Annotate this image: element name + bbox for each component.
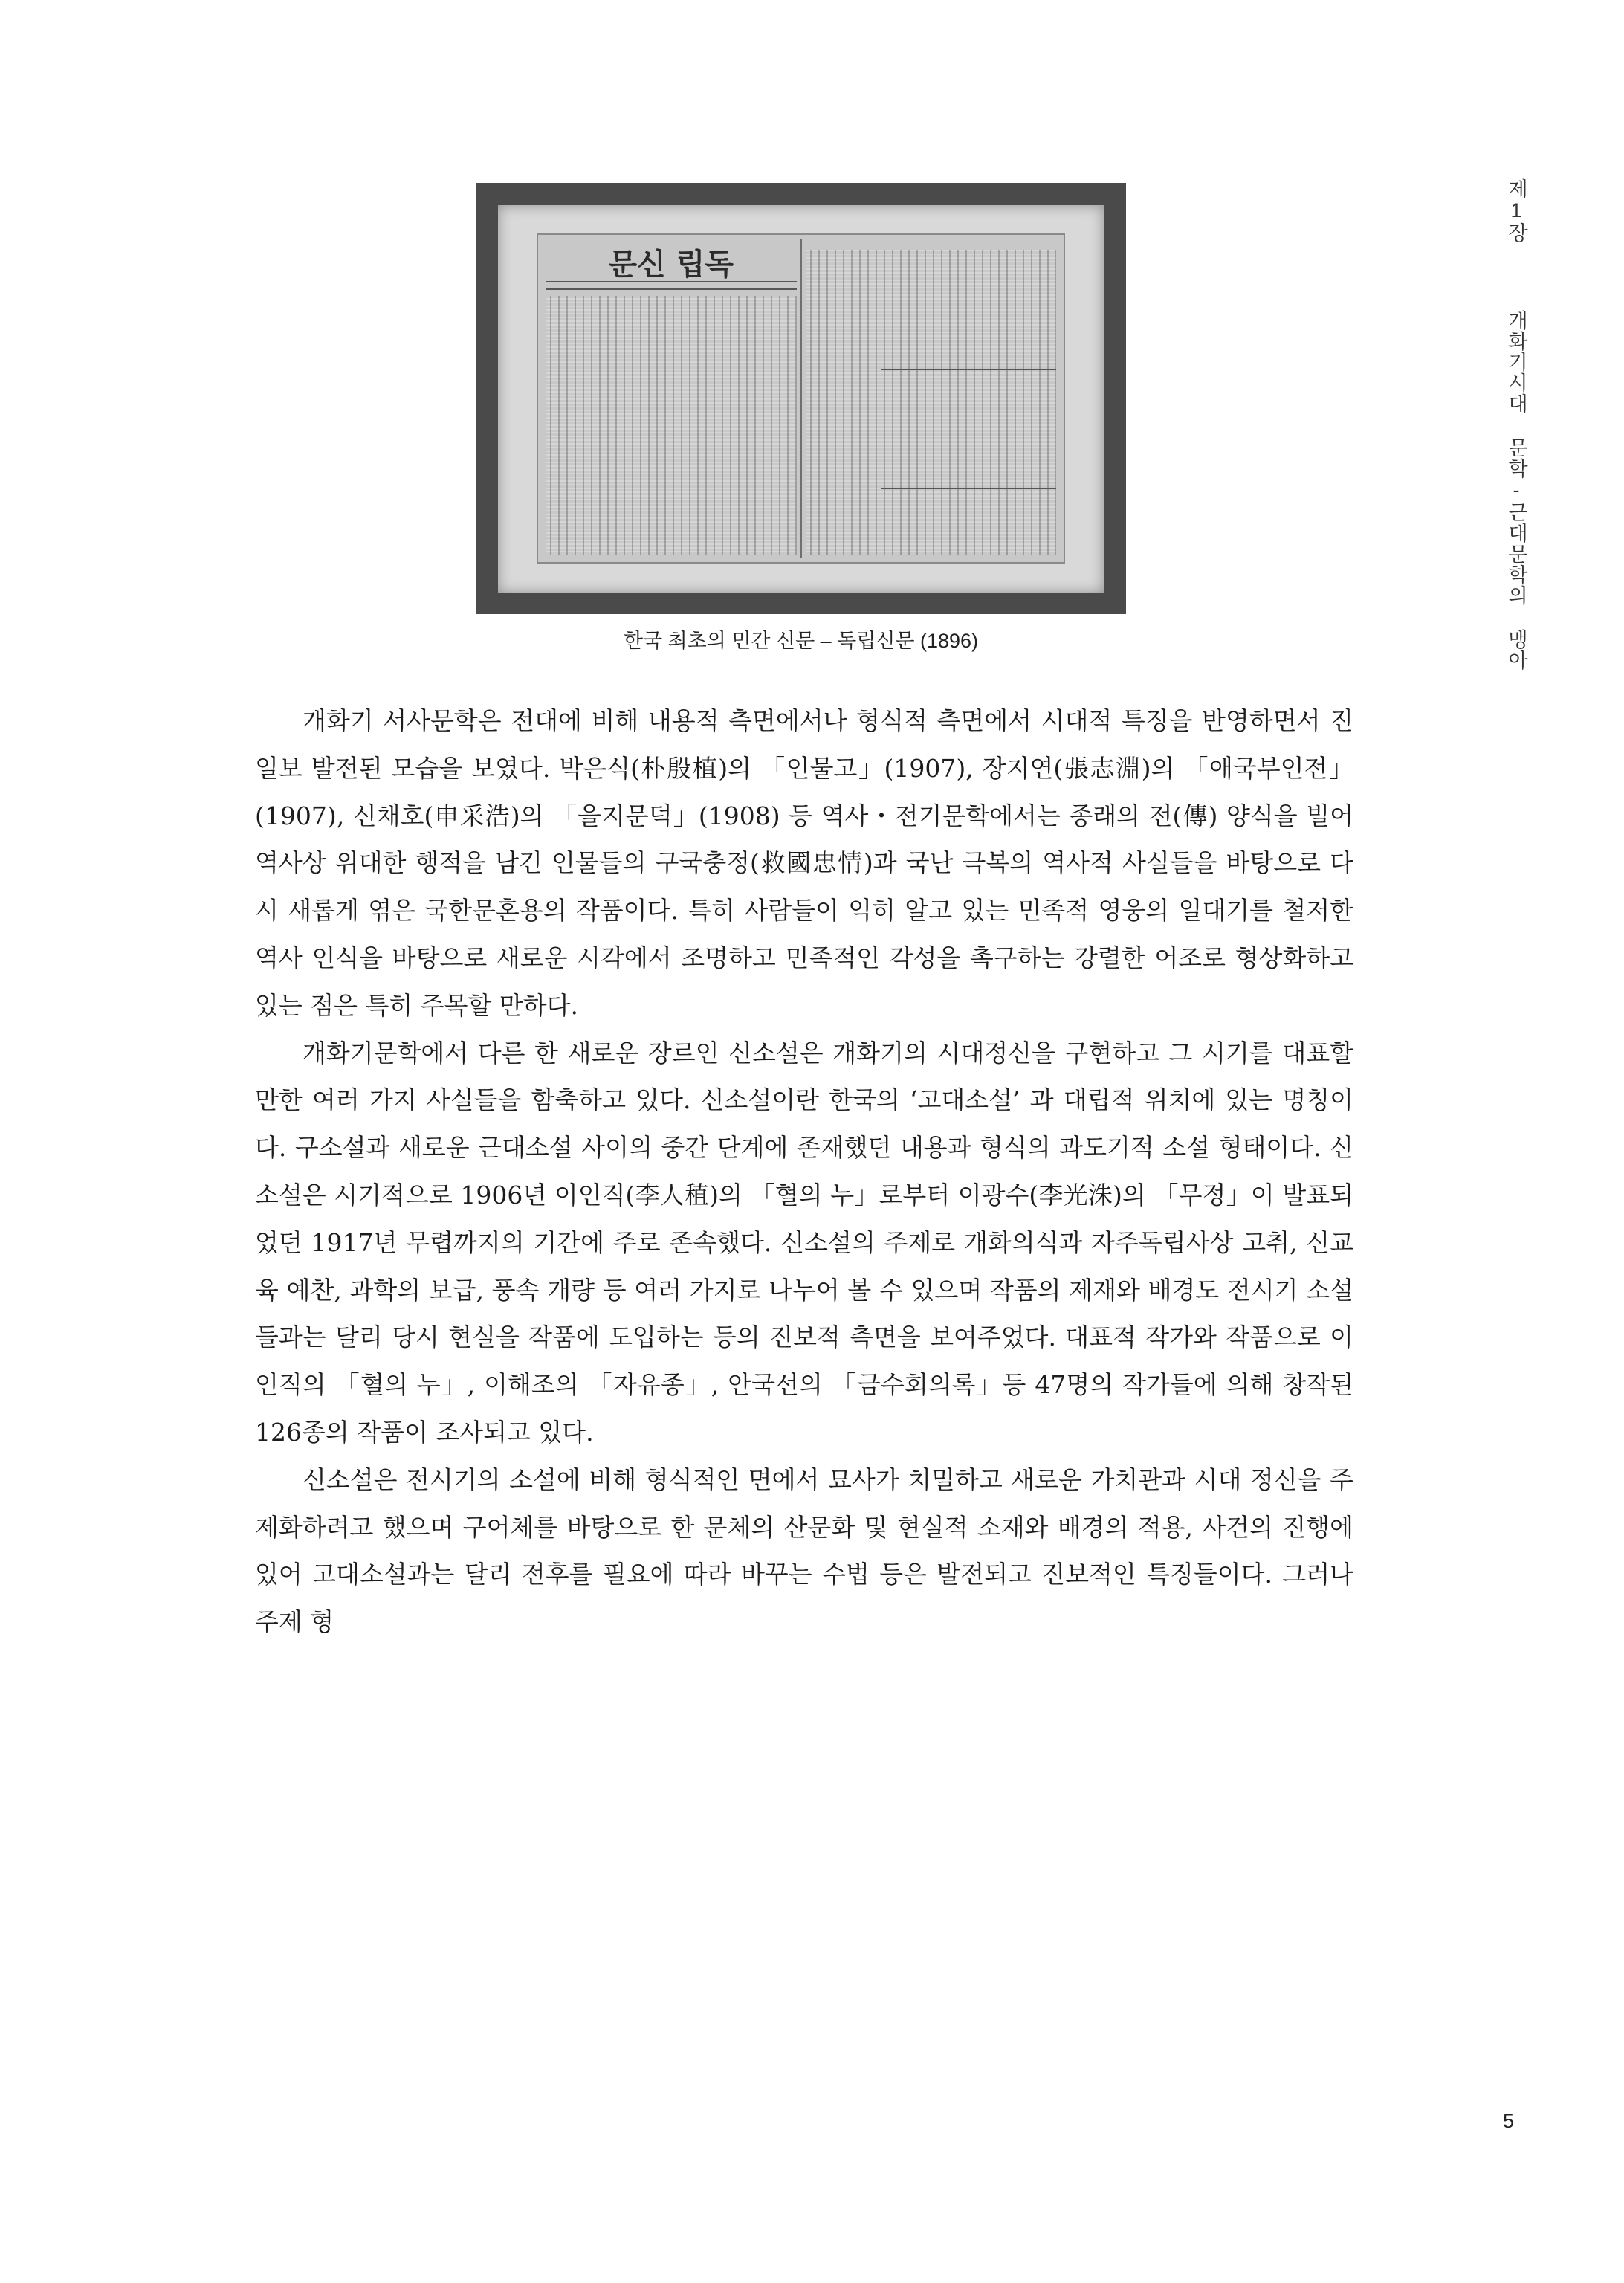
newspaper-text-columns bbox=[806, 250, 1057, 555]
paragraph: 개화기문학에서 다른 한 새로운 장르인 신소설은 개화기의 시대정신을 구현하고 그 시기를 대표할 만한 여러 가지 사실들을 함축하고 있다. 신소설이란 한국의 ‘고대소설’ 과 대립적 위치에 있는 명칭이다. 구소설과 새로운 근대소설 사이의 중간 단계에 존재했던 내용과 형식의 과도기적 소설 형태이다. 신소설은 시기적으로 1906년 이인직(李人稙)의 「혈의 누」로부터 이광수(李光洙)의 「무정」이 발표되었던 1917년 무렵까지의 기간에 주로 존속했다. 신소설의 주제로 개화의식과 자주독립사상 고취, 신교육 예찬, 과학의 보급, 풍속 개량 등 여러 가지로 나누어 볼 수 있으며 작품의 제재와 배경도 전시기 소설들과는 달리 당시 현실을 작품에 도입하는 등의 진보적 측면을 보여주었다. 대표적 작가와 작품으로 이인직의 「혈의 누」, 이해조의 「자유종」, 안국선의 「금수회의록」등 47명의 작가들에 의해 창작된 126종의 작품이 조사되고 있다. bbox=[255, 1038, 1353, 1447]
newspaper-fold bbox=[800, 239, 802, 558]
section-rule bbox=[881, 488, 1056, 489]
newspaper-masthead: 문신 립독 bbox=[546, 242, 797, 282]
newspaper-right-page bbox=[806, 242, 1057, 555]
figure-caption: 한국 최초의 민간 신문 – 독립신문 (1896) bbox=[623, 630, 979, 652]
newspaper-photo bbox=[476, 183, 1126, 614]
chapter-side-tab bbox=[1500, 178, 1533, 671]
newspaper-sheet bbox=[537, 233, 1065, 564]
chapter-title: 개화기시대 문학-근대문학의 맹아 bbox=[1505, 310, 1527, 671]
chapter-number: 제1장 bbox=[1505, 178, 1527, 243]
paragraph: 개화기 서사문학은 전대에 비해 내용적 측면에서나 형식적 측면에서 시대적 특징을 반영하면서 진일보 발전된 모습을 보였다. 박은식(朴殷植)의 「인물고」(1907), 장지연(張志淵)의 「애국부인전」(1907), 신채호(申采浩)의 「을지문덕」(1908) 등 역사・전기문학에서는 종래의 전(傳) 양식을 빌어 역사상 위대한 행적을 남긴 인물들의 구국충정(救國忠情)과 국난 극복의 역사적 사실들을 바탕으로 다시 새롭게 엮은 국한문혼용의 작품이다. 특히 사람들이 익히 알고 있는 민족적 영웅의 일대기를 철저한 역사 인식을 바탕으로 새로운 시각에서 조명하고 민족적인 각성을 촉구하는 강렬한 어조로 형상화하고 있는 점은 특히 주목할 만하다. bbox=[255, 706, 1353, 1020]
newspaper-text-columns bbox=[546, 296, 797, 555]
newspaper-left-page bbox=[546, 242, 797, 555]
masthead-rule bbox=[546, 288, 797, 290]
photo-mat bbox=[498, 205, 1104, 593]
paragraph: 신소설은 전시기의 소설에 비해 형식적인 면에서 묘사가 치밀하고 새로운 가치관과 시대 정신을 주제화하려고 했으며 구어체를 바탕으로 한 문체의 산문화 및 현실적 소재와 배경의 적용, 사건의 진행에 있어 고대소설과는 달리 전후를 필요에 따라 바꾸는 수법 등은 발전되고 진보적인 특징들이다. 그러나 주제 형 bbox=[255, 1465, 1353, 1637]
page-number: 5 bbox=[1503, 2110, 1515, 2132]
section-rule bbox=[881, 369, 1056, 370]
chapter-gap bbox=[1505, 266, 1527, 287]
body-text bbox=[255, 697, 1353, 1646]
